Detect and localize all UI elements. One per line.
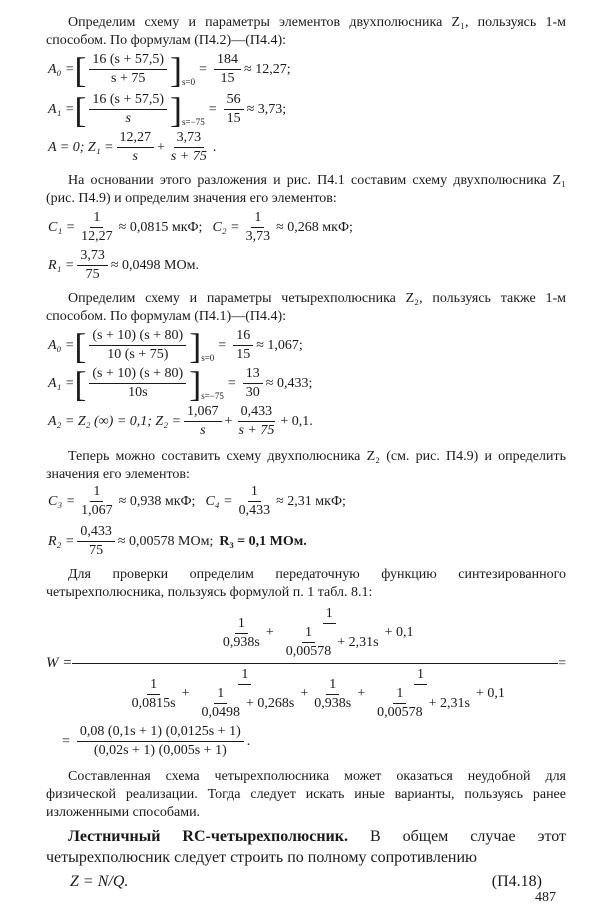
w-bot-inner-add-2: + 0,268s xyxy=(245,695,295,711)
a1-denominator: s xyxy=(125,111,131,126)
w-top-end: + 0,1 xyxy=(384,625,414,640)
c2-result: ≈ 0,268 мкФ; xyxy=(276,219,353,235)
paragraph-z1-elements: На основании этого разложения и рис. П4.1 составим схему двухполюсника Z₁ (рис. П4.9) и определим значения его элементов: xyxy=(46,173,566,206)
b1-result-fraction xyxy=(243,366,263,401)
w-equals: = xyxy=(558,655,566,671)
z2-fraction-2 xyxy=(235,404,277,439)
paragraph-realization: Составленная схема четырехполюсника может оказаться неудобной для физической реализации. Тогда следует искать иные варианты, пользуясь ранее изложенными способами. xyxy=(46,769,566,820)
a1-equals: = xyxy=(208,101,217,117)
z2-num-1: 1,067 xyxy=(184,404,222,422)
w-lhs: W = xyxy=(46,655,73,671)
b1-result-num: 13 xyxy=(243,366,263,384)
z2-den-1: s xyxy=(200,423,206,438)
formula-z1 xyxy=(48,130,216,165)
z2-den-2: s + 75 xyxy=(238,423,275,438)
w-result-den: (0,02s + 1) (0,005s + 1) xyxy=(93,743,227,758)
w-main-numerator xyxy=(72,606,558,664)
r2-result: ≈ 0,00578 МОм; xyxy=(117,533,214,549)
c2-num: 1 xyxy=(251,210,264,228)
page-number: 487 xyxy=(535,890,556,905)
b0-equals: = xyxy=(218,337,227,353)
b0-result-fraction xyxy=(233,328,253,363)
a0-result: ≈ 12,27; xyxy=(244,61,291,77)
b1-open-bracket: [ xyxy=(74,363,87,404)
c4-den: 0,433 xyxy=(238,503,271,518)
formula-b0 xyxy=(48,325,303,366)
a0-result-den: 15 xyxy=(220,71,235,86)
formula-b1 xyxy=(48,363,313,404)
w-result-num: 0,08 (0,1s + 1) (0,0125s + 1) xyxy=(77,724,244,742)
c4-num: 1 xyxy=(248,484,261,502)
c3-den: 1,067 xyxy=(81,503,113,518)
z1-den-2: s + 75 xyxy=(170,149,207,164)
b1-denominator: 10s xyxy=(128,385,148,400)
w-top-inner-den: 0,00578 xyxy=(285,644,332,659)
w-bot-inner-num-2: 1 xyxy=(214,686,227,704)
w-bot-den-4 xyxy=(368,685,473,721)
z1-end: . xyxy=(212,139,217,155)
c4-lhs: C₄ = xyxy=(205,493,233,509)
b1-condition: s=−75 xyxy=(201,391,224,401)
formula-w-result xyxy=(62,724,250,759)
b0-result-num: 16 xyxy=(233,328,253,346)
w-top-term-2 xyxy=(277,606,382,660)
w-bot-num-3: 1 xyxy=(326,677,339,695)
r1-fraction xyxy=(77,248,108,283)
formula-c3-c4 xyxy=(48,484,346,519)
a0-condition: s=0 xyxy=(182,77,196,87)
z1-fraction-1 xyxy=(117,130,155,165)
w-bot-plus-2: + xyxy=(300,686,309,701)
a0-open-bracket: [ xyxy=(74,49,87,90)
c3-fraction xyxy=(78,484,116,519)
paragraph-z2-elements: Теперь можно составить схему двухполюсника Z₂ (см. рис. П4.9) и определить значения его элементов: xyxy=(46,449,566,482)
paragraph-z2-intro: Определим схему и параметры четырехполюсника Z₂, пользуясь также 1-м способом. По формулам (П4.1)—(П4.4): xyxy=(46,291,566,324)
w-bot-plus-1: + xyxy=(181,686,190,701)
b1-fraction xyxy=(89,366,186,401)
formula-z2 xyxy=(48,404,313,439)
formula-w xyxy=(46,606,566,721)
formula-r2-r3 xyxy=(48,524,307,559)
a0-result-fraction xyxy=(214,52,241,87)
w-result-end: . xyxy=(246,733,251,749)
w-bot-num-2: 1 xyxy=(238,667,251,685)
w-result-fraction xyxy=(77,724,244,759)
w-main-fraction xyxy=(75,606,555,721)
z2-num-2: 0,433 xyxy=(238,404,276,422)
z1-num-1: 12,27 xyxy=(117,130,155,148)
c2-lhs: C₂ = xyxy=(212,219,240,235)
paragraph-z1-intro: Определим схему и параметры элементов двухполюсника Z₁, пользуясь 1-м способом. По формулам (П4.2)—(П4.4): xyxy=(46,15,566,48)
section-ladder-rc xyxy=(46,826,566,868)
a0-result-num: 184 xyxy=(214,52,241,70)
b0-lhs: A₀ = xyxy=(48,337,75,353)
a0-fraction xyxy=(89,52,167,87)
w-bot-term-4 xyxy=(368,667,473,721)
r2-fraction xyxy=(77,524,115,559)
c1-result: ≈ 0,0815 мкФ; xyxy=(118,219,203,235)
w-bot-den-3: 0,938s xyxy=(314,695,352,711)
w-bot-den-2 xyxy=(192,685,297,721)
a1-fraction xyxy=(89,92,167,127)
r2-num: 0,433 xyxy=(77,524,115,542)
c1-num: 1 xyxy=(90,210,103,228)
a0-lhs: A₀ = xyxy=(48,61,75,77)
z1-plus: + xyxy=(157,139,165,155)
formula-a1 xyxy=(48,89,287,130)
r1-den: 75 xyxy=(85,267,100,282)
z2-end: + 0,1. xyxy=(280,413,313,429)
a1-numerator: 16 (s + 57,5) xyxy=(89,92,167,110)
z1-den-1: s xyxy=(132,149,138,164)
w-bot-end: + 0,1 xyxy=(475,686,505,701)
formula-c1-c2 xyxy=(48,210,353,245)
r2-lhs: R₂ = xyxy=(48,533,75,549)
a1-lhs: A₁ = xyxy=(48,101,75,117)
b0-numerator: (s + 10) (s + 80) xyxy=(89,328,186,346)
w-bot-inner-num-4: 1 xyxy=(393,686,406,704)
b0-result-den: 15 xyxy=(236,347,251,362)
w-top-den-1: 0,938s xyxy=(222,634,260,650)
z1-lhs: A = 0; Z₁ = xyxy=(48,139,114,155)
w-bot-den-1: 0,0815s xyxy=(131,695,176,711)
paragraph-transfer-check: Для проверки определим передаточную функцию синтезированного четырехполюсника, пользуясь формулой п. 1 табл. 8.1: xyxy=(46,567,566,600)
b0-close-bracket: ] xyxy=(189,325,202,366)
b0-condition: s=0 xyxy=(201,353,215,363)
w-bot-plus-3: + xyxy=(357,686,366,701)
b0-fraction xyxy=(89,328,186,363)
b0-open-bracket: [ xyxy=(74,325,87,366)
b0-denominator: 10 (s + 75) xyxy=(107,347,169,362)
b1-close-bracket: ] xyxy=(189,363,202,404)
a0-numerator: 16 (s + 57,5) xyxy=(89,52,167,70)
c3-num: 1 xyxy=(90,484,103,502)
z1-fraction-2 xyxy=(168,130,210,165)
w-bot-term-2 xyxy=(192,667,297,721)
a1-result-fraction xyxy=(224,92,244,127)
c4-fraction xyxy=(236,484,274,519)
c3-result: ≈ 0,938 мкФ; xyxy=(118,493,196,509)
b1-result-den: 30 xyxy=(245,385,260,400)
w-top-inner-num: 1 xyxy=(302,625,315,643)
c2-den: 3,73 xyxy=(245,229,271,244)
w-bot-term-3 xyxy=(311,677,354,712)
a1-result-den: 15 xyxy=(226,111,241,126)
b1-numerator: (s + 10) (s + 80) xyxy=(89,366,186,384)
a1-condition: s=−75 xyxy=(182,117,205,127)
a1-open-bracket: [ xyxy=(74,89,87,130)
w-main-denominator xyxy=(72,664,558,721)
b0-result: ≈ 1,067; xyxy=(256,337,303,353)
w-top-den-2 xyxy=(277,624,382,660)
w-bot-inner-add-4: + 2,31s xyxy=(428,695,470,711)
section-text: В общем случае этот четырехполюсник следует строить по полному сопротивлению xyxy=(46,828,566,866)
b1-result: ≈ 0,433; xyxy=(265,375,313,391)
equation-number: (П4.18) xyxy=(491,873,542,890)
a1-close-bracket: ] xyxy=(170,89,183,130)
w-top-inner-add: + 2,31s xyxy=(337,634,379,650)
c1-den: 12,27 xyxy=(81,229,113,244)
z2-plus: + xyxy=(224,413,233,429)
w-bot-inner-den-2: 0,0498 xyxy=(201,705,240,720)
z1-num-2: 3,73 xyxy=(174,130,205,148)
a1-result: ≈ 3,73; xyxy=(246,101,287,117)
c3-lhs: C₃ = xyxy=(48,493,76,509)
w-bot-inner-fraction-2 xyxy=(198,686,243,721)
r1-lhs: R₁ = xyxy=(48,257,75,273)
a0-denominator: s + 75 xyxy=(111,71,146,86)
w-bot-term-1 xyxy=(129,677,179,712)
w-top-num-1: 1 xyxy=(235,616,248,634)
formula-r1 xyxy=(48,248,199,283)
b1-equals: = xyxy=(227,375,236,391)
section-heading: Лестничный RC-четырехполюсник. xyxy=(68,828,348,845)
w-result-equals: = xyxy=(62,733,70,749)
w-top-term-1 xyxy=(220,616,263,651)
r1-result: ≈ 0,0498 МОм. xyxy=(110,257,199,273)
formula-z-nq: Z = N/Q. xyxy=(70,873,129,890)
r2-den: 75 xyxy=(89,543,104,558)
a0-close-bracket: ] xyxy=(170,49,183,90)
w-top-num-2: 1 xyxy=(323,606,336,624)
c4-result: ≈ 2,31 мкФ; xyxy=(276,493,346,509)
w-bot-inner-den-4: 0,00578 xyxy=(377,705,423,720)
formula-a0 xyxy=(48,49,291,90)
w-bot-num-4: 1 xyxy=(414,667,427,685)
z2-lhs: A₂ = Z₂ (∞) = 0,1; Z₂ = xyxy=(48,413,182,429)
r1-num: 3,73 xyxy=(77,248,108,266)
c1-lhs: C₁ = xyxy=(48,219,76,235)
r3-value: R₃ = 0,1 МОм. xyxy=(219,533,307,549)
a1-result-num: 56 xyxy=(224,92,244,110)
w-top-inner-fraction xyxy=(283,625,335,660)
w-bot-inner-fraction-4 xyxy=(374,686,426,721)
b1-lhs: A₁ = xyxy=(48,375,75,391)
w-bot-num-1: 1 xyxy=(147,677,160,695)
a0-equals: = xyxy=(199,61,208,77)
c2-fraction xyxy=(243,210,274,245)
z2-fraction-1 xyxy=(184,404,222,439)
w-top-plus: + xyxy=(265,625,274,640)
c1-fraction xyxy=(78,210,116,245)
